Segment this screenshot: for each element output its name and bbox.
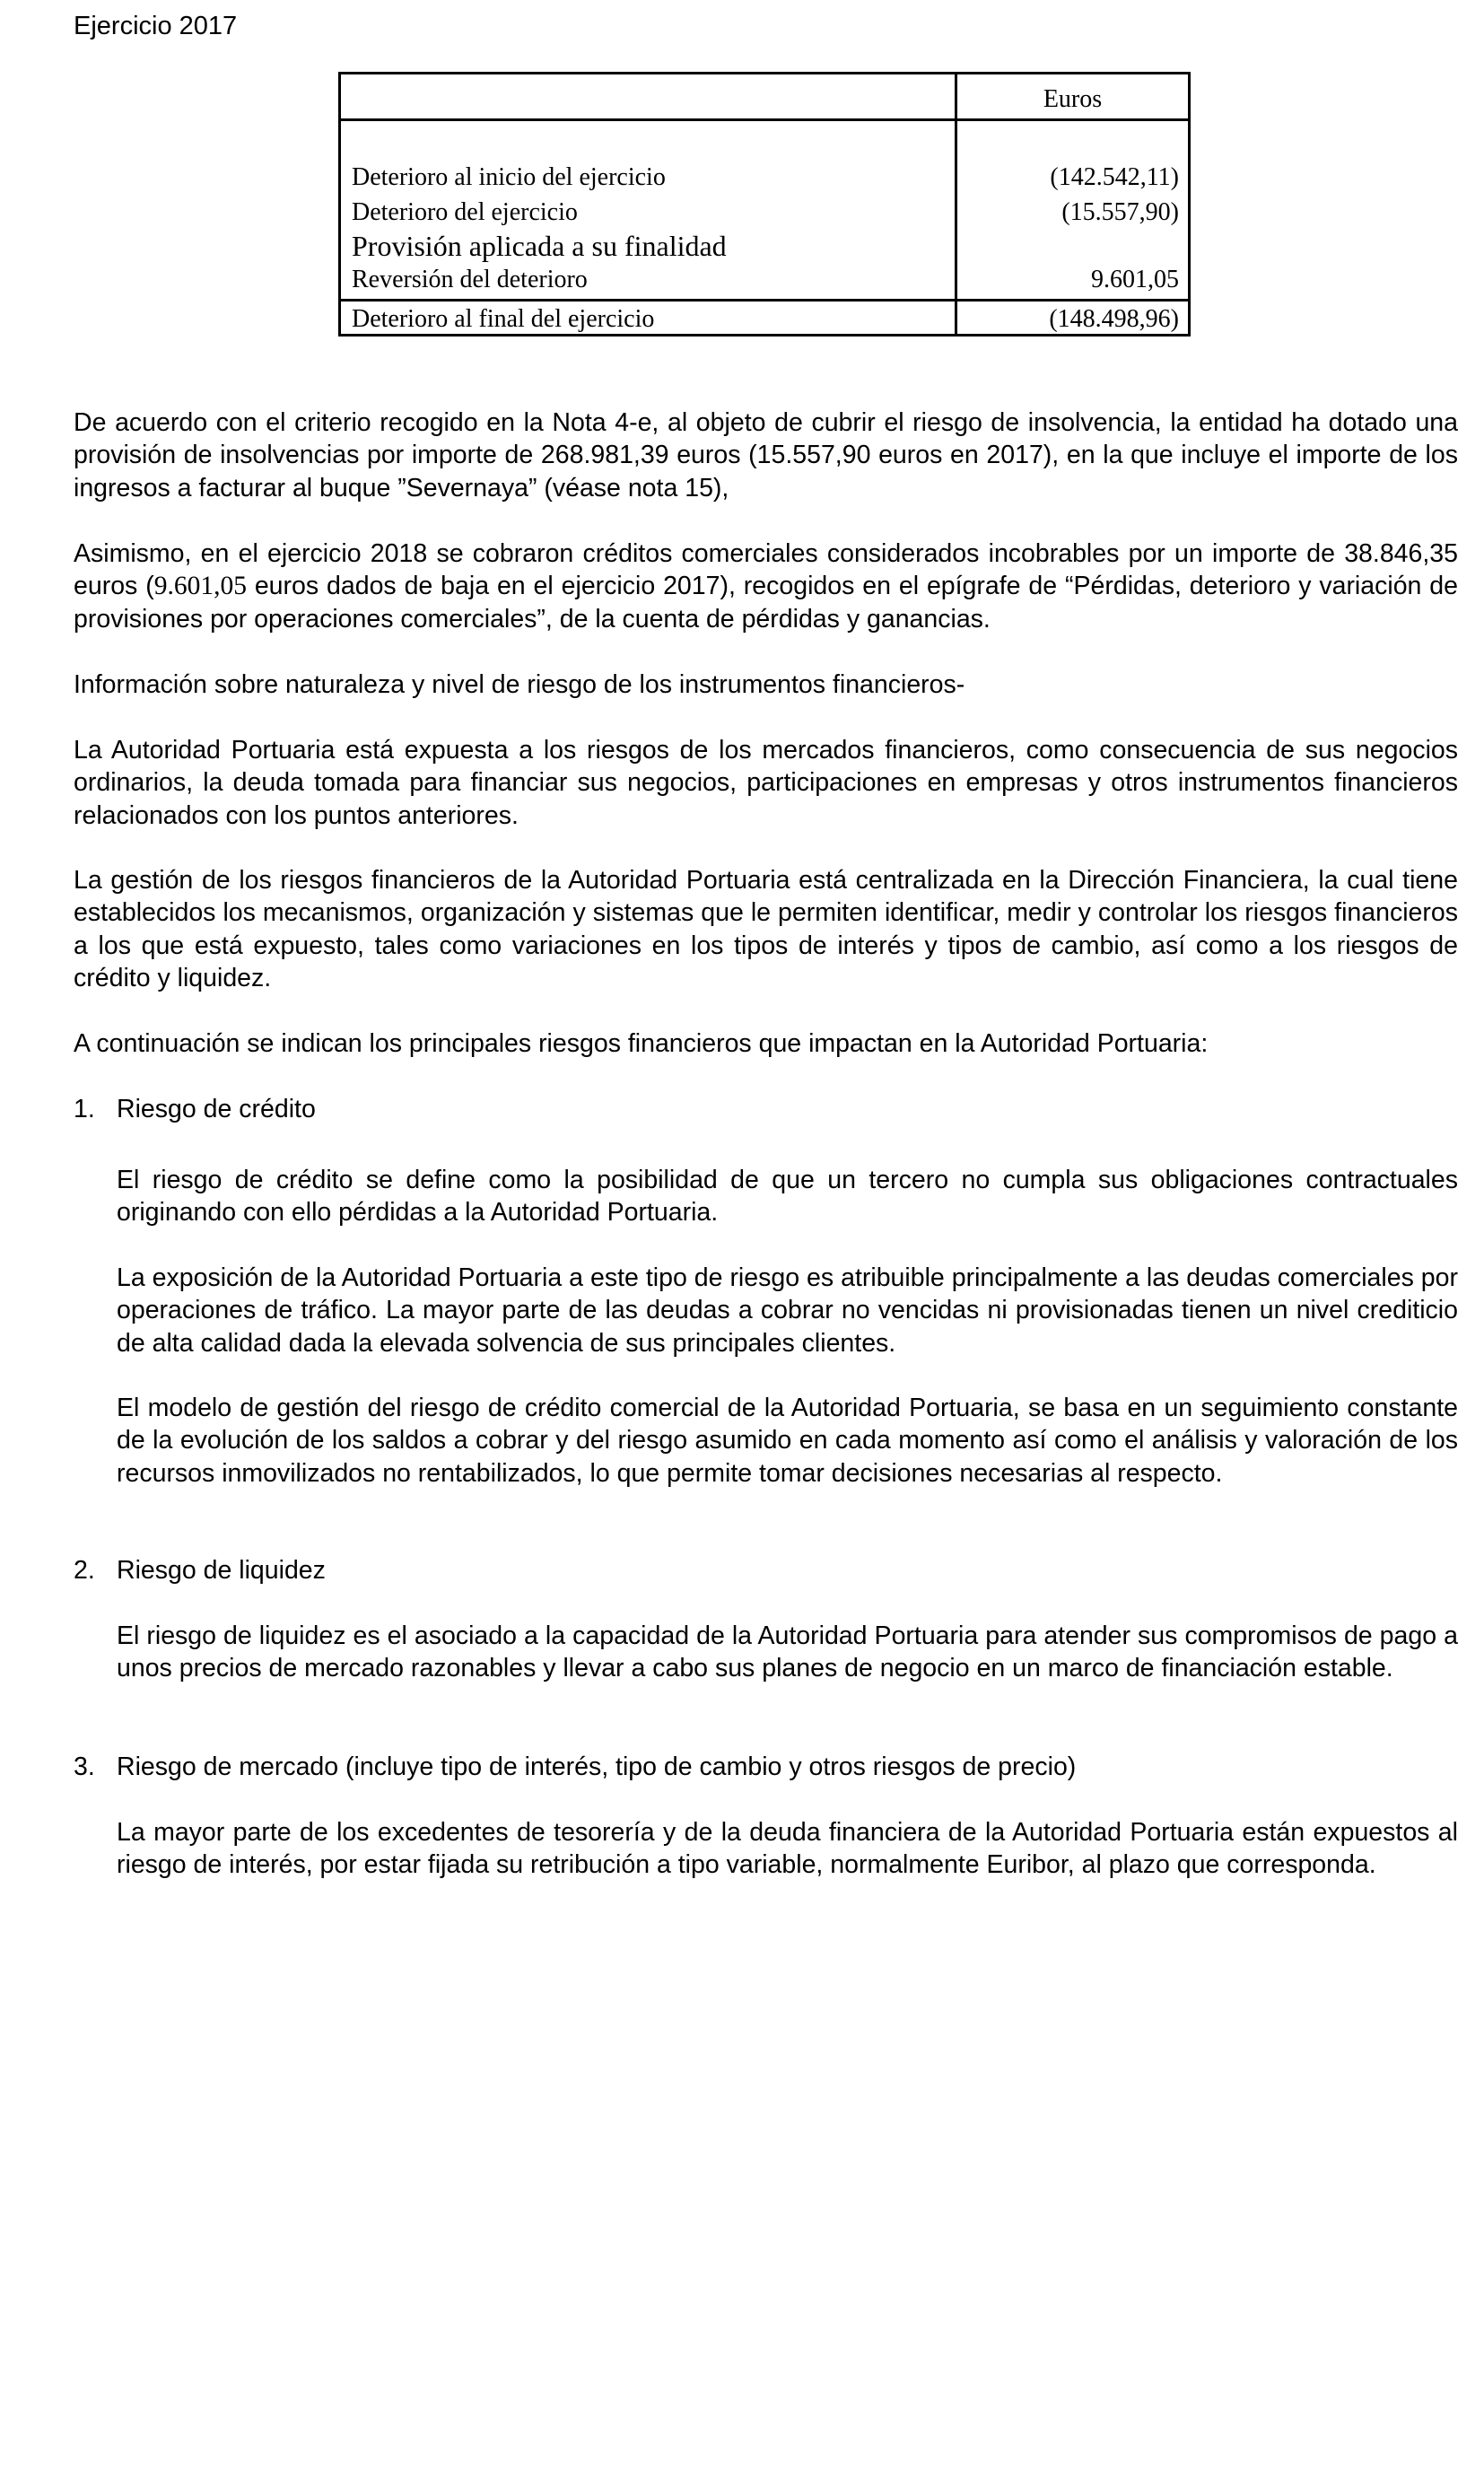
paragraph-intro-riesgos: A continuación se indican los principales riesgos financieros que impactan en la Autoridad Portuaria: — [74, 1029, 1209, 1058]
list-title: Riesgo de crédito — [117, 1095, 316, 1123]
table-total-divider — [341, 299, 1188, 302]
list-item-heading — [74, 1554, 326, 1586]
paragraph-section-title: Información sobre naturaleza y nivel de riesgo de los instrumentos financieros- — [74, 670, 965, 699]
deterioro-table — [338, 72, 1191, 337]
table-row-label: Provisión aplicada a su finalidad — [352, 230, 727, 262]
list-number: 1. — [74, 1095, 95, 1123]
risk-paragraph: El riesgo de liquidez es el asociado a la capacidad de la Autoridad Portuaria para atender sus compromisos de pago a unos precios de mercado razonables y llevar a cabo sus planes de negocio en un marco de financiación estable. — [117, 1621, 1458, 1683]
list-number: 2. — [74, 1556, 95, 1585]
table-row-value: (142.542,11) — [1050, 163, 1179, 191]
table-header-divider — [341, 118, 1188, 121]
paragraph-provision: De acuerdo con el criterio recogido en la Nota 4-e, al objeto de cubrir el riesgo de insolvencia, la entidad ha dotado una provisión de insolvencias por importe de 268.981,39 euros (15.557,90 euros en 2017), en la que incluye el importe de los ingresos a facturar al buque ”Severnaya” (véase nota 15), — [74, 408, 1458, 503]
paragraph-number: 9.601,05 — [153, 572, 247, 601]
table-row — [341, 263, 1188, 297]
table-row-label: Deterioro al inicio del ejercicio — [352, 163, 666, 191]
risk-paragraph: El modelo de gestión del riesgo de crédito comercial de la Autoridad Portuaria, se basa en un seguimiento constante de la evolución de los saldos a cobrar y del riesgo asumido en cada momento así como el análisis y valoración de los recursos inmovilizados no rentabilizados, lo que permite tomar decisiones necesarias al respecto. — [117, 1394, 1458, 1488]
paragraph-gestion: La gestión de los riesgos financieros de la Autoridad Portuaria está centralizada en la Dirección Financiera, la cual tiene establecidos los mecanismos, organización y sistemas que le permiten identificar, medir y controlar los riesgos financieros a los que está expuesto, tales como variaciones en los tipos de interés y tipos de cambio, así como a los riesgos de crédito y liquidez. — [74, 866, 1458, 993]
table-column-header: Euros — [1043, 85, 1103, 113]
list-number: 3. — [74, 1752, 95, 1781]
table-row — [341, 196, 1188, 230]
paragraph-cobros — [74, 538, 1458, 635]
risk-paragraph: La mayor parte de los excedentes de tesorería y de la deuda financiera de la Autoridad Portuaria están expuestos al riesgo de interés, por estar fijada su retribución a tipo variable, normalmente Euribor, al plazo que corresponda. — [117, 1818, 1458, 1880]
table-row-value: 9.601,05 — [1091, 266, 1179, 293]
paragraph-exposicion: La Autoridad Portuaria está expuesta a los riesgos de los mercados financieros, como consecuencia de sus negocios ordinarios, la deuda tomada para financiar sus negocios, participaciones en empresas y otros instrumentos financieros relacionados con los puntos anteriores. — [74, 736, 1458, 830]
paragraph-text: euros dados de baja en el ejercicio 2017), recogidos en el epígrafe de “Pérdidas, deterioro y variación de provisiones por operaciones comerciales”, de la cuenta de pérdidas y ganancias. — [74, 572, 1458, 634]
list-item-heading — [74, 1751, 1076, 1783]
risk-paragraph: El riesgo de crédito se define como la posibilidad de que un tercero no cumpla sus obligaciones contractuales originando con ello pérdidas a la Autoridad Portuaria. — [117, 1166, 1458, 1228]
table-row-label: Reversión del deterioro — [352, 266, 588, 293]
risk-paragraph: La exposición de la Autoridad Portuaria a este tipo de riesgo es atribuible principalmente a las deudas comerciales por operaciones de tráfico. La mayor parte de las deudas a cobrar no vencidas ni provisionadas tienen un nivel crediticio de alta calidad dada la elevada solvencia de sus principales clientes. — [117, 1263, 1458, 1358]
table-total-row — [341, 302, 1188, 337]
table-row-value: (15.557,90) — [1061, 198, 1179, 226]
table-row-value: (148.498,96) — [1049, 305, 1179, 333]
table-row-label: Deterioro del ejercicio — [352, 198, 578, 226]
table-row-label: Deterioro al final del ejercicio — [352, 305, 655, 333]
page-heading: Ejercicio 2017 — [74, 12, 238, 40]
paragraph-text: Asimismo, en el ejercicio 2018 se cobraron créditos comerciales considerados incobrables por un importe de 38.846,35 euros ( — [74, 539, 1458, 601]
table-row — [341, 229, 1188, 263]
list-title: Riesgo de liquidez — [117, 1556, 326, 1585]
table-row — [341, 161, 1188, 195]
list-title: Riesgo de mercado (incluye tipo de interés, tipo de cambio y otros riesgos de precio) — [117, 1752, 1077, 1781]
list-item-heading — [74, 1093, 316, 1125]
